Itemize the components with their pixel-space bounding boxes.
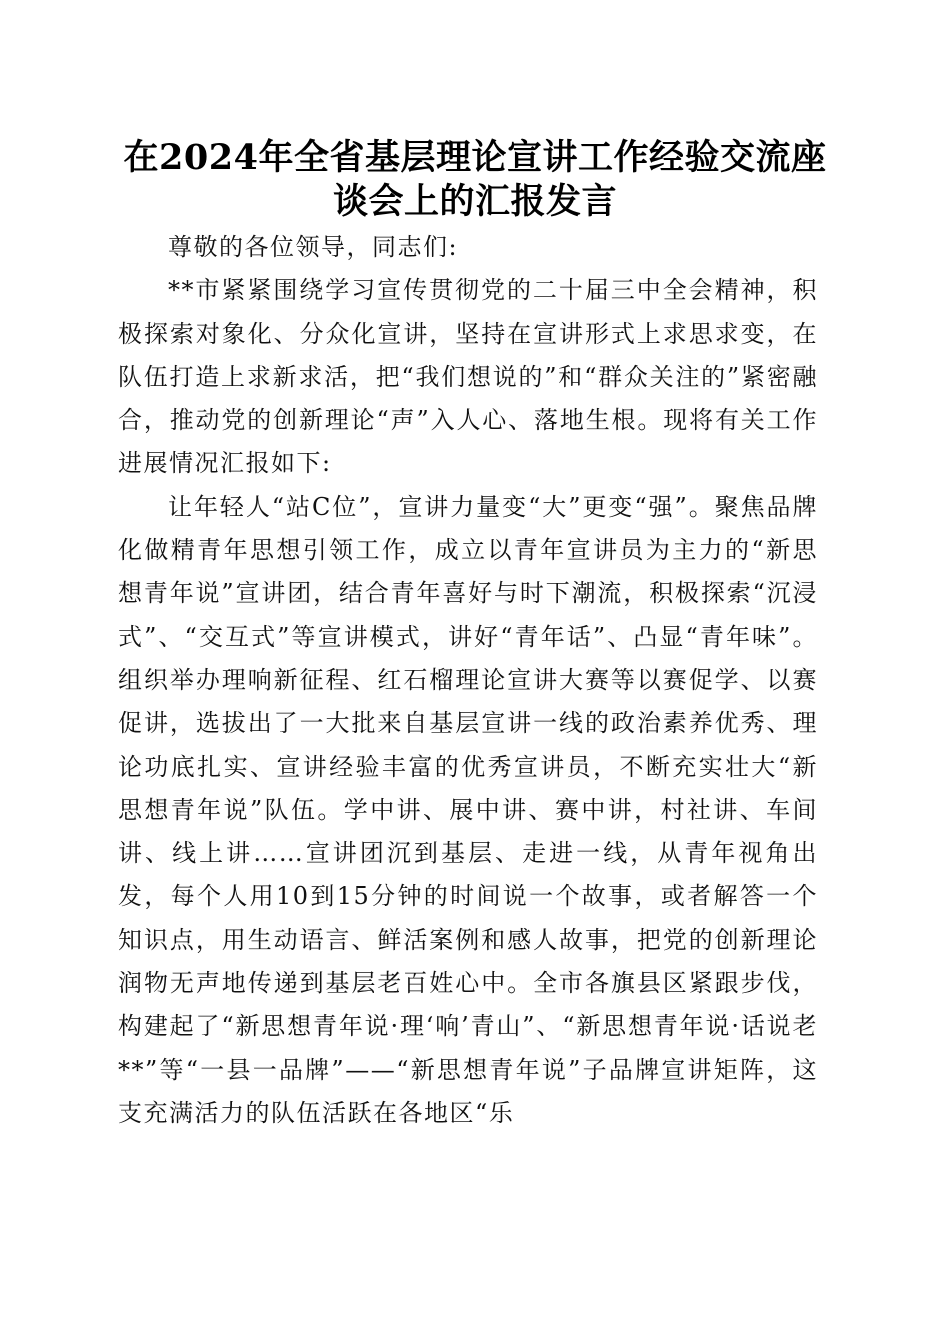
document-body [118, 226, 818, 1135]
paragraph-youth-speakers: 让年轻人“站C位”，宣讲力量变“大”更变“强”。聚焦品牌化做精青年思想引领工作，成立以青年宣讲员为主力的“新思想青年说”宣讲团，结合青年喜好与时下潮流，积极探索“沉浸式”、“交互式”等宣讲模式，讲好“青年话”、凸显“青年味”。组织举办理响新征程、红石榴理论宣讲大赛等以赛促学、以赛促讲，选拔出了一大批来自基层宣讲一线的政治素养优秀、理论功底扎实、宣讲经验丰富的优秀宣讲员，不断充实壮大“新思想青年说”队伍。学中讲、展中讲、赛中讲，村社讲、车间讲、线上讲……宣讲团沉到基层、走进一线，从青年视角出发，每个人用10到15分钟的时间说一个故事，或者解答一个知识点，用生动语言、鲜活案例和感人故事，把党的创新理论润物无声地传递到基层老百姓心中。全市各旗县区紧跟步伐，构建起了“新思想青年说·理‘响’青山”、“新思想青年说·话说老**”等“一县一品牌”——“新思想青年说”子品牌宣讲矩阵，这支充满活力的队伍活跃在各地区“乐 [118, 492, 818, 1127]
paragraph-intro: **市紧紧围绕学习宣传贯彻党的二十届三中全会精神，积极探索对象化、分众化宣讲，坚持在宣讲形式上求思求变，在队伍打造上求新求活，把“我们想说的”和“群众关注的”紧密融合，推动党的创新理论“声”入人心、落地生根。现将有关工作进展情况汇报如下: [118, 276, 818, 478]
greeting: 尊敬的各位领导，同志们: [168, 233, 459, 261]
document-title: 在2024年全省基层理论宣讲工作经验交流座谈会上的汇报发言 [123, 137, 827, 222]
